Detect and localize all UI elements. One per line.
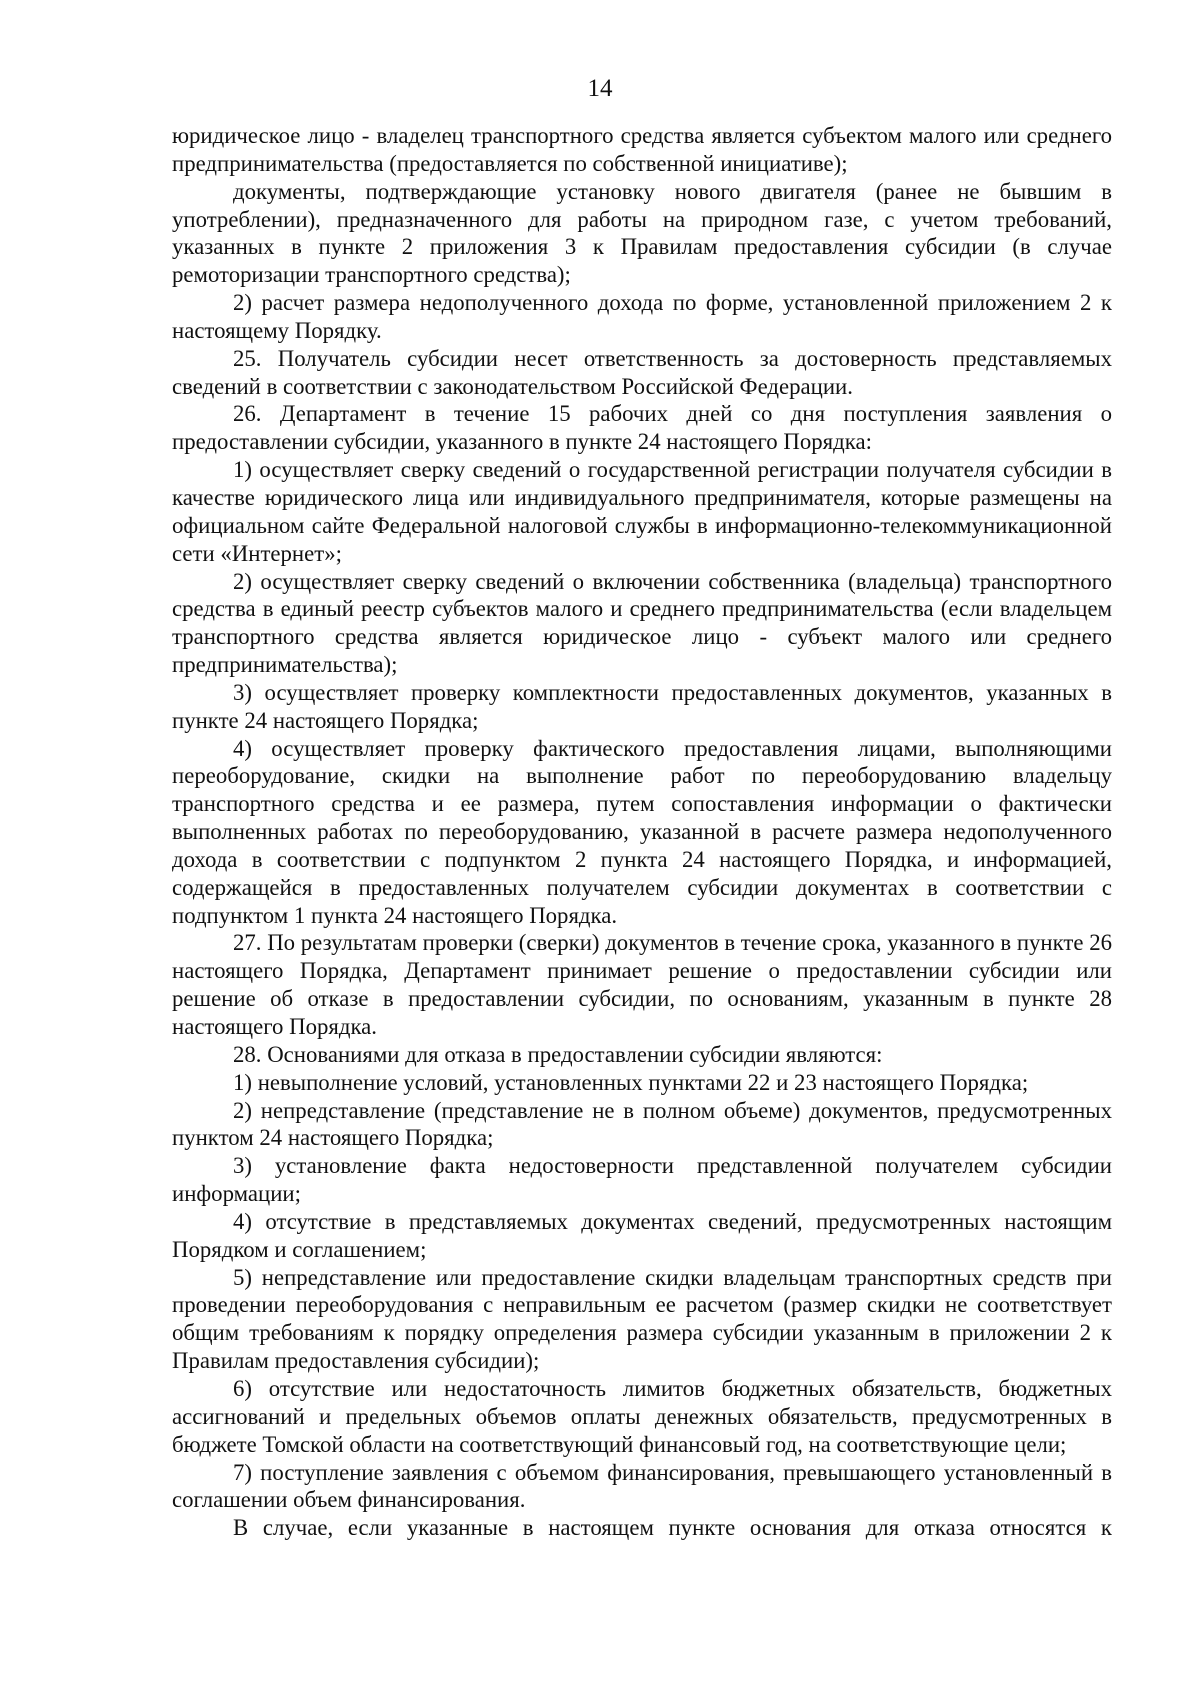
paragraph: 2) осуществляет сверку сведений о включении собственника (владельца) транспортного средства в единый реестр субъектов малого и среднего предпринимательства (если владельцем транспортного средства является юридическое лицо - субъект малого или среднего предпринимательства); <box>172 568 1112 678</box>
paragraph: 3) осуществляет проверку комплектности предоставленных документов, указанных в пункте 24 настоящего Порядка; <box>172 679 1112 733</box>
paragraph: 26. Департамент в течение 15 рабочих дней со дня поступления заявления о предоставлении субсидии, указанного в пункте 24 настоящего Порядка: <box>172 401 1112 455</box>
page-number: 14 <box>587 75 613 102</box>
paragraph: 4) осуществляет проверку фактического предоставления лицами, выполняющими переоборудование, скидки на выполнение работ по переоборудованию владельцу транспортного средства и ее размера, путем сопоставления информации о фактически выполненных работах по переоборудованию, указанной в расчете размера недополученного дохода в соответствии с подпунктом 2 пункта 24 настоящего Порядка, и информацией, содержащейся в предоставленных получателем субсидии документах в соответствии с подпунктом 1 пункта 24 настоящего Порядка. <box>172 735 1112 928</box>
document-body <box>172 122 1112 1542</box>
paragraph: 25. Получатель субсидии несет ответственность за достоверность представляемых сведений в соответствии с законодательством Российской Федерации. <box>172 345 1112 399</box>
paragraph: 27. По результатам проверки (сверки) документов в течение срока, указанного в пункте 26 настоящего Порядка, Департамент принимает решение о предоставлении субсидии или решение об отказе в предоставлении субсидии, по основаниям, указанным в пункте 28 настоящего Порядка. <box>172 930 1112 1039</box>
paragraph: документы, подтверждающие установку нового двигателя (ранее не бывшим в употреблении), предназначенного для работы на природном газе, с учетом требований, указанных в пункте 2 приложения 3 к Правилам предоставления субсидии (в случае ремоторизации транспортного средства); <box>172 178 1112 288</box>
paragraph: 5) непредставление или предоставление скидки владельцам транспортных средств при проведении переоборудования с неправильным ее расчетом (размер скидки не соответствует общим требованиям к порядку определения размера субсидии указанным в приложении 2 к Правилам предоставления субсидии); <box>172 1264 1112 1374</box>
paragraph: 2) расчет размера недополученного дохода по форме, установленной приложением 2 к настоящему Порядку. <box>172 290 1112 343</box>
paragraph: юридическое лицо - владелец транспортного средства является субъектом малого или среднего предпринимательства (предоставляется по собственной инициативе); <box>172 123 1112 176</box>
paragraph: 6) отсутствие или недостаточность лимитов бюджетных обязательств, бюджетных ассигнований и предельных объемов оплаты денежных обязательств, предусмотренных в бюджете Томской области на соответствующий финансовый год, на соответствующие цели; <box>172 1375 1112 1457</box>
paragraph: 7) поступление заявления с объемом финансирования, превышающего установленный в соглашении объем финансирования. <box>172 1459 1112 1513</box>
paragraph: 3) установление факта недостоверности представленной получателем субсидии информации; <box>172 1153 1112 1207</box>
paragraph: 4) отсутствие в представляемых документах сведений, предусмотренных настоящим Порядком и соглашением; <box>172 1208 1112 1262</box>
paragraph: В случае, если указанные в настоящем пункте основания для отказа относятся к <box>233 1515 1112 1541</box>
paragraph: 28. Основаниями для отказа в предоставлении субсидии являются: <box>233 1041 883 1067</box>
paragraph: 2) непредставление (представление не в полном объеме) документов, предусмотренных пунктом 24 настоящего Порядка; <box>172 1097 1112 1151</box>
paragraph: 1) осуществляет сверку сведений о государственной регистрации получателя субсидии в качестве юридического лица или индивидуального предпринимателя, которые размещены на официальном сайте Федеральной налоговой службы в информационно-телекоммуникационной сети «Интернет»; <box>172 457 1112 566</box>
paragraph: 1) невыполнение условий, установленных пунктами 22 и 23 настоящего Порядка; <box>233 1069 1029 1095</box>
